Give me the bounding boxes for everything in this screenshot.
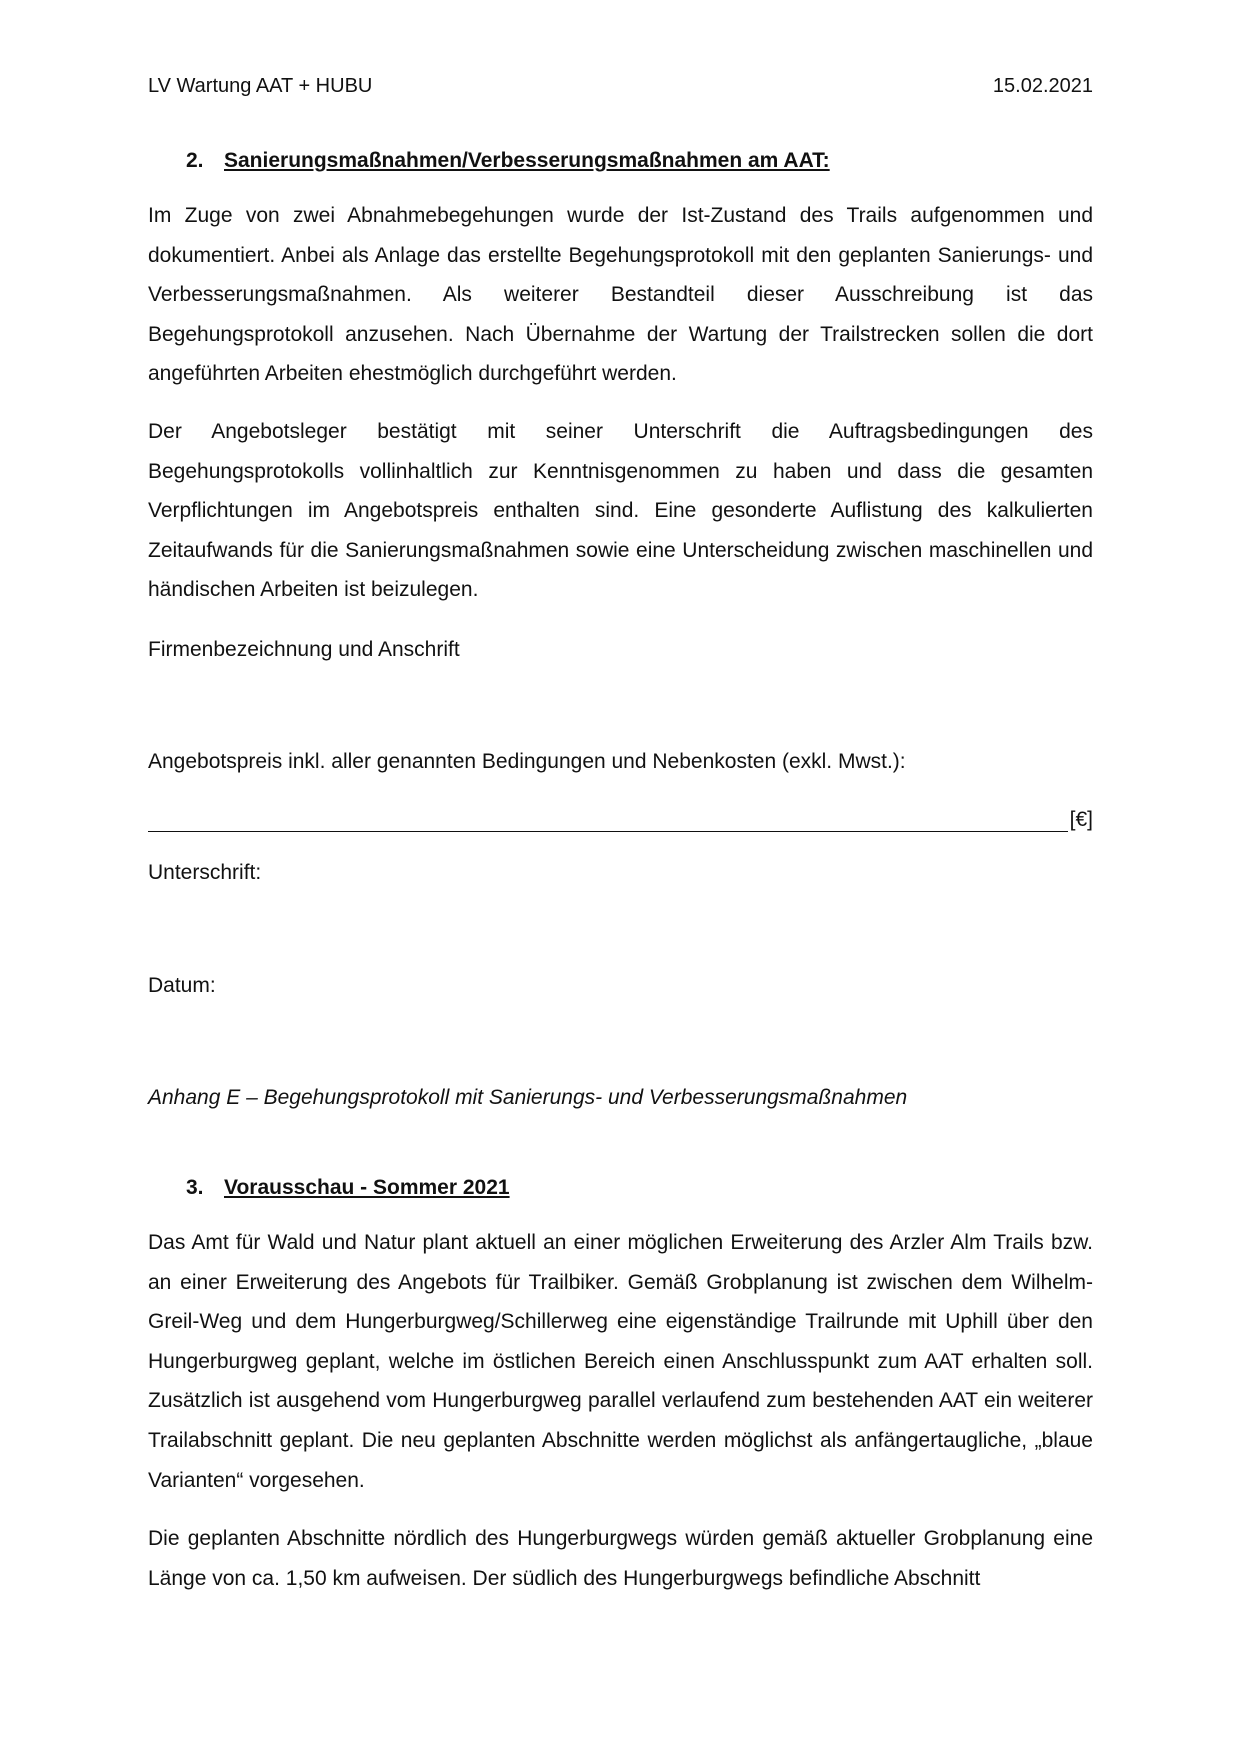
section-3-heading [186, 1175, 510, 1201]
section-2-paragraph-1: Im Zuge von zwei Abnahmebegehungen wurde der Ist-Zustand des Trails aufgenommen und dokumentiert. Anbei als Anlage das erstellte Begehungsprotokoll mit den geplanten Sanierungs- und Verbesserungsmaßnahmen. Als weiterer Bestandteil dieser Ausschreibung ist das Begehungsprotokoll anzusehen. Nach Übernahme der Wartung der Trailstrecken sollen die dort angeführten Arbeiten ehestmöglich durchgeführt werden. [148, 204, 1093, 386]
date-label: Datum: [148, 974, 216, 997]
section-3-paragraph-1: Das Amt für Wald und Natur plant aktuell an einer möglichen Erweiterung des Arzler Alm Trails bzw. an einer Erweiterung des Angebots für Trailbiker. Gemäß Grobplanung ist zwischen dem Wilhelm-Greil-Weg und dem Hungerburgweg/Schillerweg eine eigenständige Trailrunde mit Uphill über den Hungerburgweg geplant, welche im östlichen Bereich einen Anschlusspunkt zum AAT erhalten soll. Zusätzlich ist ausgehend vom Hungerburgweg parallel verlaufend zum bestehenden AAT ein weiterer Trailabschnitt geplant. Die neu geplanten Abschnitte werden möglichst als anfängertaugliche, „blaue Varianten“ vorgesehen. [148, 1231, 1093, 1492]
signature-label: Unterschrift: [148, 861, 262, 884]
section-2-number: 2. [186, 149, 204, 172]
section-3-title: Vorausschau - Sommer 2021 [224, 1176, 510, 1199]
page-header [148, 74, 1093, 98]
price-entry-row [148, 802, 1093, 832]
company-label: Firmenbezeichnung und Anschrift [148, 638, 460, 661]
price-blank-line [148, 805, 1068, 832]
header-title: LV Wartung AAT + HUBU [148, 75, 373, 97]
section-2-paragraph-2: Der Angebotsleger bestätigt mit seiner Unterschrift die Auftragsbedingungen des Begehungsprotokolls vollinhaltlich zur Kenntnisgenommen zu haben und dass die gesamten Verpflichtungen im Angebotspreis enthalten sind. Eine gesonderte Auflistung des kalkulierten Zeitaufwands für die Sanierungsmaßnahmen sowie eine Unterscheidung zwischen maschinellen und händischen Arbeiten ist beizulegen. [148, 420, 1093, 602]
appendix-reference: Anhang E – Begehungsprotokoll mit Sanierungs- und Verbesserungsmaßnahmen [148, 1086, 908, 1109]
document-page [148, 0, 1093, 1755]
section-3-paragraph-2: Die geplanten Abschnitte nördlich des Hungerburgwegs würden gemäß aktueller Grobplanung eine Länge von ca. 1,50 km aufweisen. Der südlich des Hungerburgwegs befindliche Abschnitt [148, 1527, 1093, 1590]
section-2-title: Sanierungsmaßnahmen/Verbesserungsmaßnahmen am AAT: [224, 149, 830, 172]
header-date: 15.02.2021 [992, 75, 1093, 97]
price-label: Angebotspreis inkl. aller genannten Bedingungen und Nebenkosten (exkl. Mwst.): [148, 750, 906, 773]
section-2-heading [186, 148, 830, 174]
currency-label: [€] [1069, 808, 1093, 831]
section-3-number: 3. [186, 1176, 204, 1199]
